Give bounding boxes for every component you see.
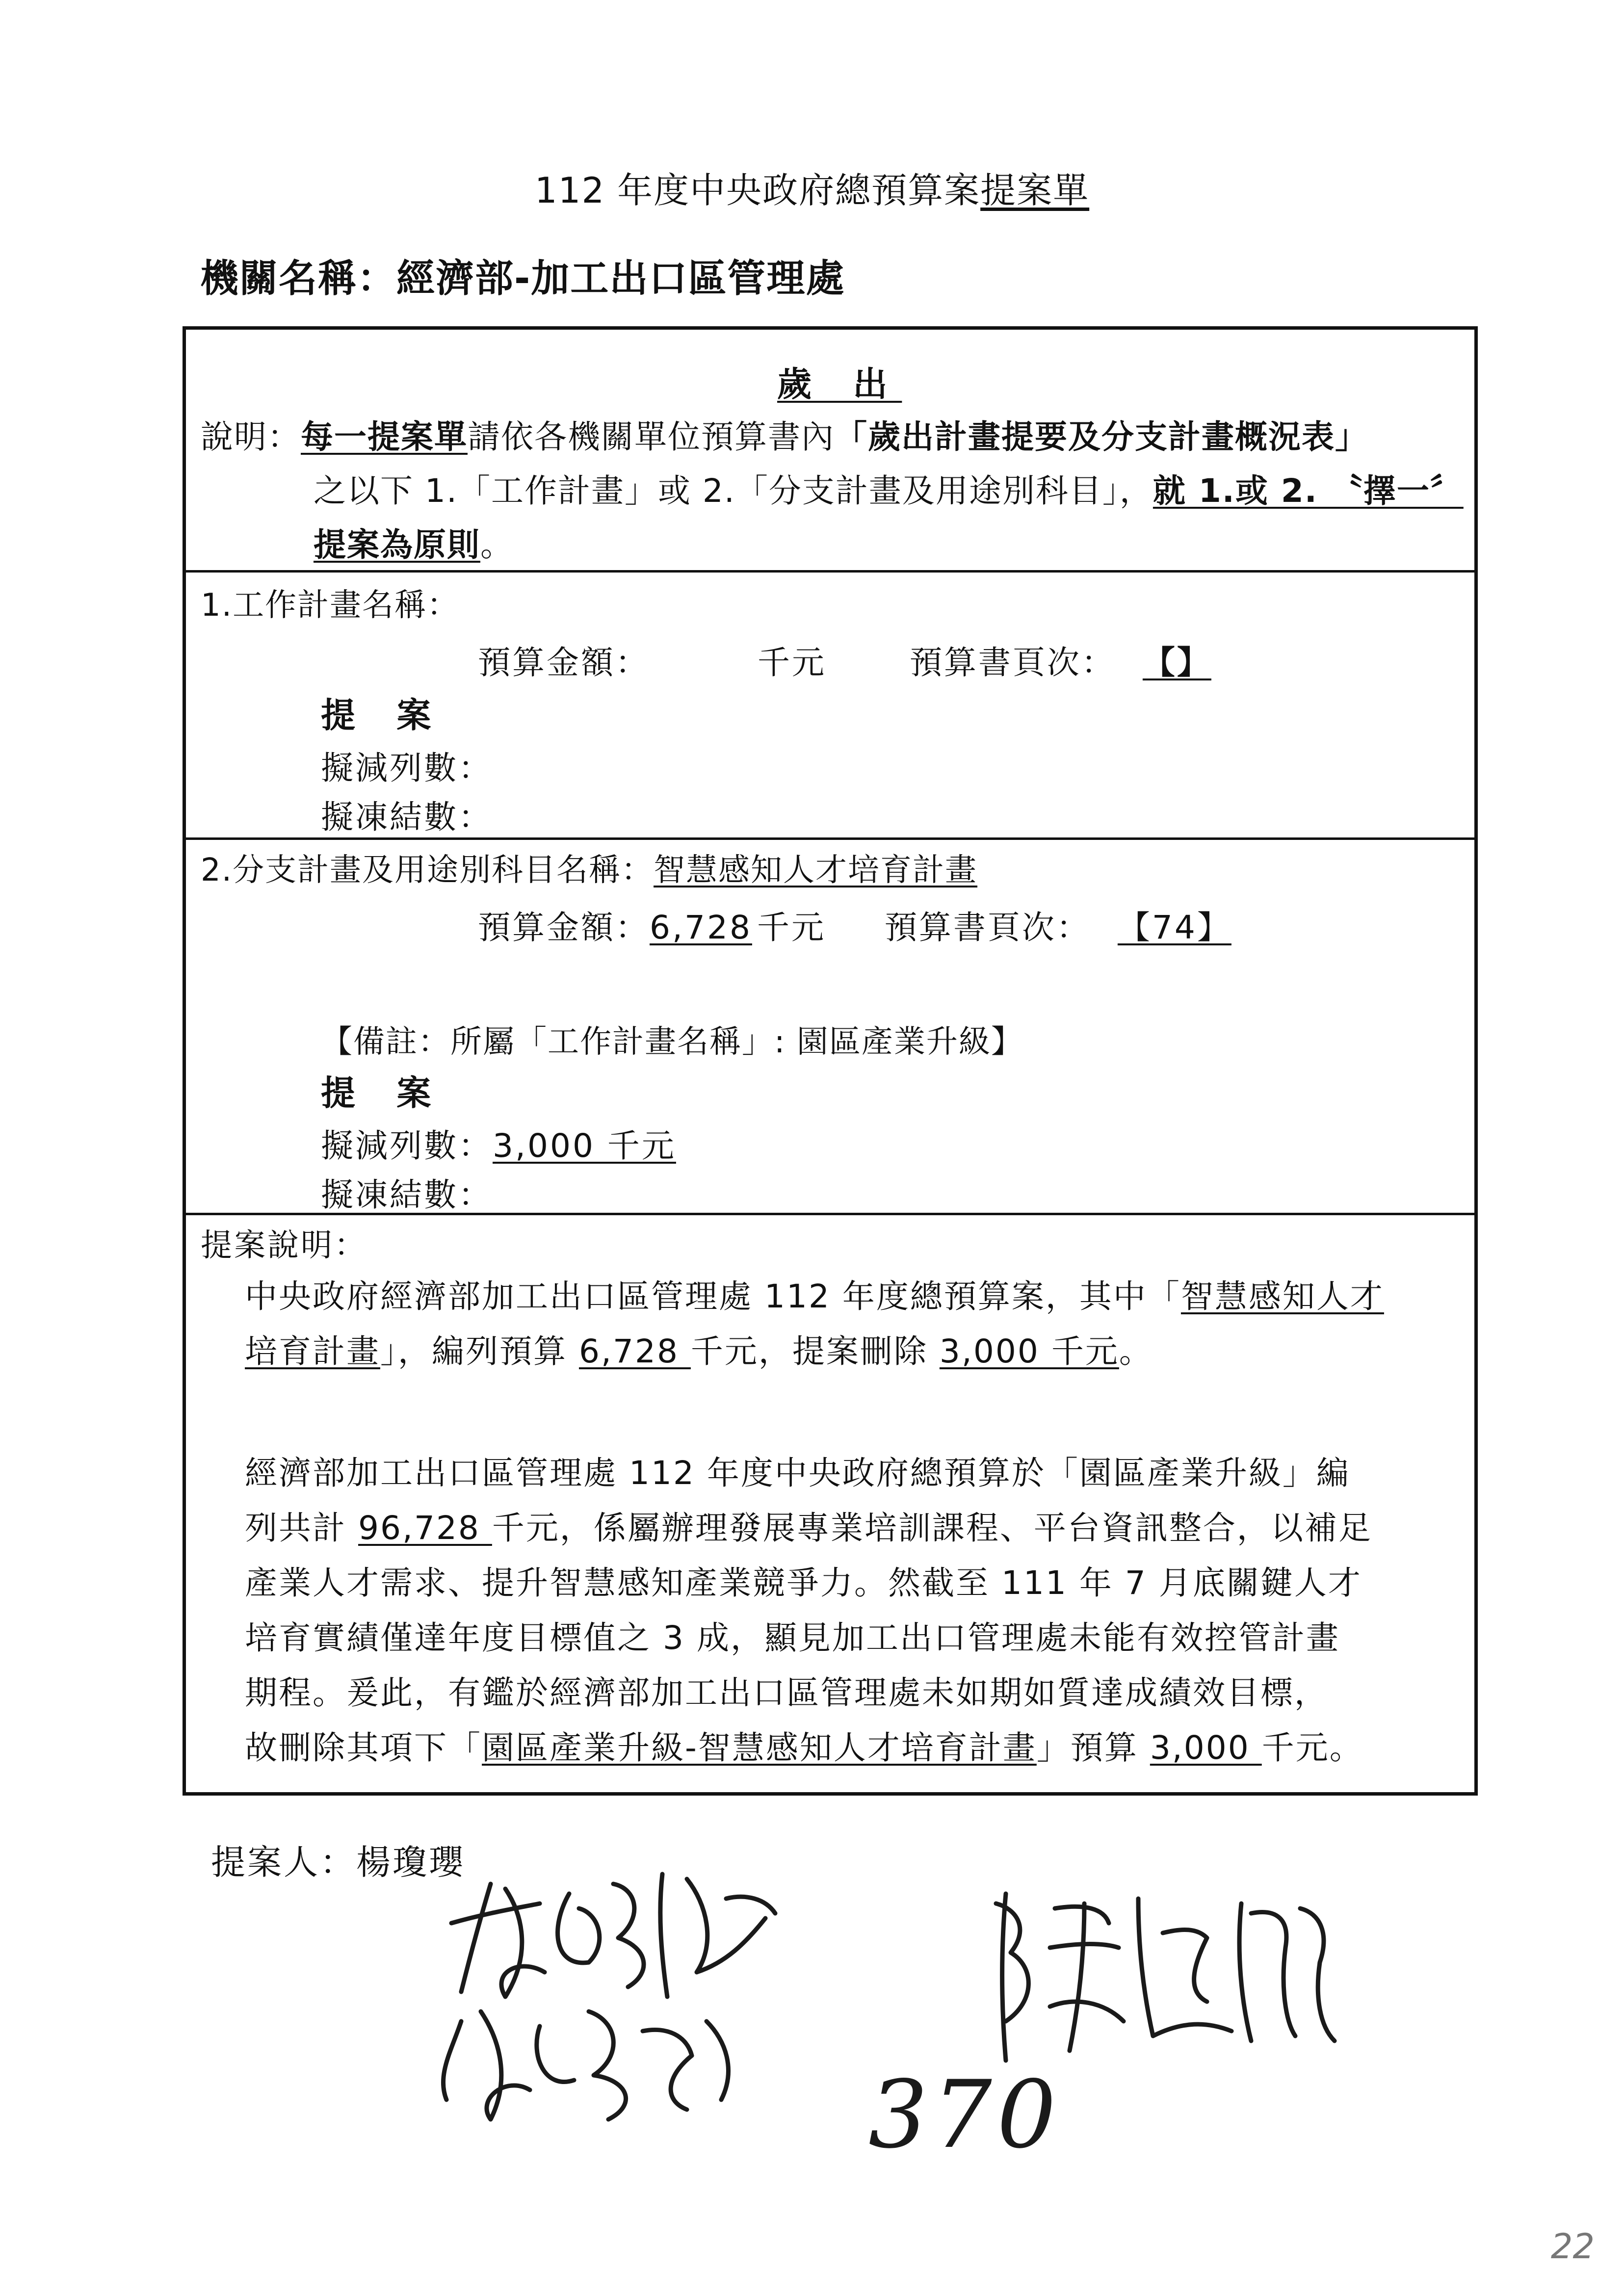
- item1-reduce-label: 擬減列數：: [321, 749, 493, 787]
- item2-note: 【備註：所屬「工作計畫名稱」: 園區產業升級】: [321, 1024, 1023, 1060]
- explanation-p1-line1: [245, 1269, 1462, 1324]
- instructions-line-3: [314, 519, 514, 565]
- item2-reduce-line: [321, 1120, 676, 1166]
- plan-full-name: 園區產業升級-智慧感知人才培育計畫: [482, 1729, 1037, 1767]
- item2-budget-value: 6,728: [650, 909, 752, 946]
- instructions-choose-one: 就 1.或 2. 〝擇一〞: [1153, 472, 1464, 510]
- agency-label: 機關名稱：: [200, 257, 397, 301]
- item1-budget-unit: 千元: [757, 644, 826, 681]
- explanation-p2-line6: [245, 1721, 1462, 1775]
- text: 」，編列預算: [380, 1332, 579, 1370]
- item1-page-value: 【】: [1142, 644, 1211, 681]
- explanation-paragraph-2: [245, 1446, 1462, 1775]
- agency-name: 經濟部-加工出口區管理處: [396, 257, 845, 301]
- text: 千元，係屬辦理發展專業培訓課程、平台資訊整合，以補足: [492, 1509, 1372, 1547]
- item1-budget-label: 預算金額：: [478, 644, 650, 681]
- text: 中央政府經濟部加工出口區管理處 112 年度總預算案，其中「: [245, 1278, 1181, 1315]
- item2-budget-unit: 千元: [757, 909, 826, 946]
- text: 千元，提案刪除: [690, 1332, 940, 1370]
- instructions-text: 。: [480, 526, 514, 564]
- proposer-name: 楊瓊瓔: [356, 1842, 465, 1882]
- text: 故刪除其項下「: [245, 1729, 482, 1767]
- text: 列共計: [245, 1509, 358, 1547]
- item1-proposal-heading: 提 案: [321, 695, 446, 735]
- divider: [186, 1213, 1474, 1215]
- instructions-emphasis: 每一提案單: [301, 418, 468, 456]
- instructions-principle: 提案為原則: [314, 526, 480, 564]
- item2-proposal-heading: 提 案: [321, 1073, 446, 1113]
- item2-label: 2.分支計畫及用途別科目名稱：: [201, 852, 654, 888]
- text: 」預算: [1036, 1729, 1150, 1767]
- item1-page-label: 預算書頁次：: [909, 644, 1116, 681]
- explanation-p2-line3: 產業人才需求、提升智慧感知產業競爭力。然截至 111 年 7 月底關鍵人才: [245, 1564, 1362, 1602]
- item2-freeze-label: 擬凍結數：: [321, 1176, 493, 1214]
- section-heading: 歲 出: [777, 364, 902, 404]
- instructions-line-2: [314, 465, 1464, 511]
- item2-page-label: 預算書頁次：: [884, 909, 1091, 946]
- signature-1: [432, 1845, 873, 2188]
- item2-budget-line: [478, 901, 1251, 948]
- item2-reduce-label: 擬減列數：: [321, 1127, 493, 1165]
- explanation-p1-line2: [245, 1324, 1462, 1379]
- item1-budget-line: [478, 636, 1231, 683]
- plan-name: 培育計畫: [245, 1332, 380, 1370]
- instructions-line-1: [201, 411, 1368, 457]
- proposer-label: 提案人：: [211, 1842, 356, 1882]
- explanation-label: 提案說明：: [201, 1227, 367, 1264]
- instructions-text: 之以下 1.「工作計畫」或 2.「分支計畫及用途別科目」，: [314, 472, 1153, 510]
- budget-amount: 6,728: [578, 1332, 691, 1370]
- explanation-p2-line5: 期程。爰此，有鑑於經濟部加工出口區管理處未如期如質達成績效目標，: [245, 1674, 1328, 1712]
- divider: [186, 570, 1474, 573]
- explanation-p2-line2: [245, 1501, 1462, 1556]
- item2-page-value: 【74】: [1117, 909, 1231, 946]
- instructions-label: 說明：: [201, 418, 301, 456]
- item1-freeze-label: 擬凍結數：: [321, 798, 493, 836]
- instructions-text: 請依各機關單位預算書內: [468, 418, 835, 456]
- item2-reduce-value: 3,000 千元: [493, 1127, 676, 1165]
- item1-label: 1.工作計畫名稱：: [201, 587, 460, 624]
- title-underlined: 提案單: [980, 170, 1090, 211]
- explanation-paragraph-1: [245, 1269, 1462, 1379]
- explanation-p2-line4: 培育實績僅達年度目標值之 3 成，顯見加工出口管理處未能有效控管計畫: [245, 1619, 1340, 1657]
- cut-amount: 3,000 千元: [939, 1332, 1119, 1370]
- text: 千元。: [1261, 1729, 1363, 1767]
- item2-budget-label: 預算金額：: [478, 909, 650, 946]
- text: 。: [1119, 1332, 1153, 1370]
- proposer-line: [211, 1835, 465, 1884]
- proposal-form: [183, 326, 1478, 1796]
- cut-amount: 3,000: [1150, 1729, 1262, 1767]
- total-amount: 96,728: [358, 1509, 492, 1547]
- page-title: [0, 162, 1624, 213]
- item2-label-line: [201, 845, 977, 890]
- signature-2: [976, 1874, 1349, 2080]
- plan-name: 智慧感知人才: [1180, 1278, 1384, 1315]
- item2-name: 智慧感知人才培育計畫: [654, 852, 978, 888]
- handwritten-number: 370: [868, 2061, 1061, 2169]
- title-main: 112 年度中央政府總預算案: [534, 170, 981, 211]
- divider: [186, 837, 1474, 840]
- page-mark: 22: [1550, 2226, 1595, 2267]
- agency-line: [200, 248, 845, 303]
- explanation-p2-line1: 經濟部加工出口區管理處 112 年度中央政府總預算於「園區產業升級」編: [245, 1454, 1350, 1492]
- instructions-table-name: 「歲出計畫提要及分支計畫概況表」: [835, 418, 1368, 456]
